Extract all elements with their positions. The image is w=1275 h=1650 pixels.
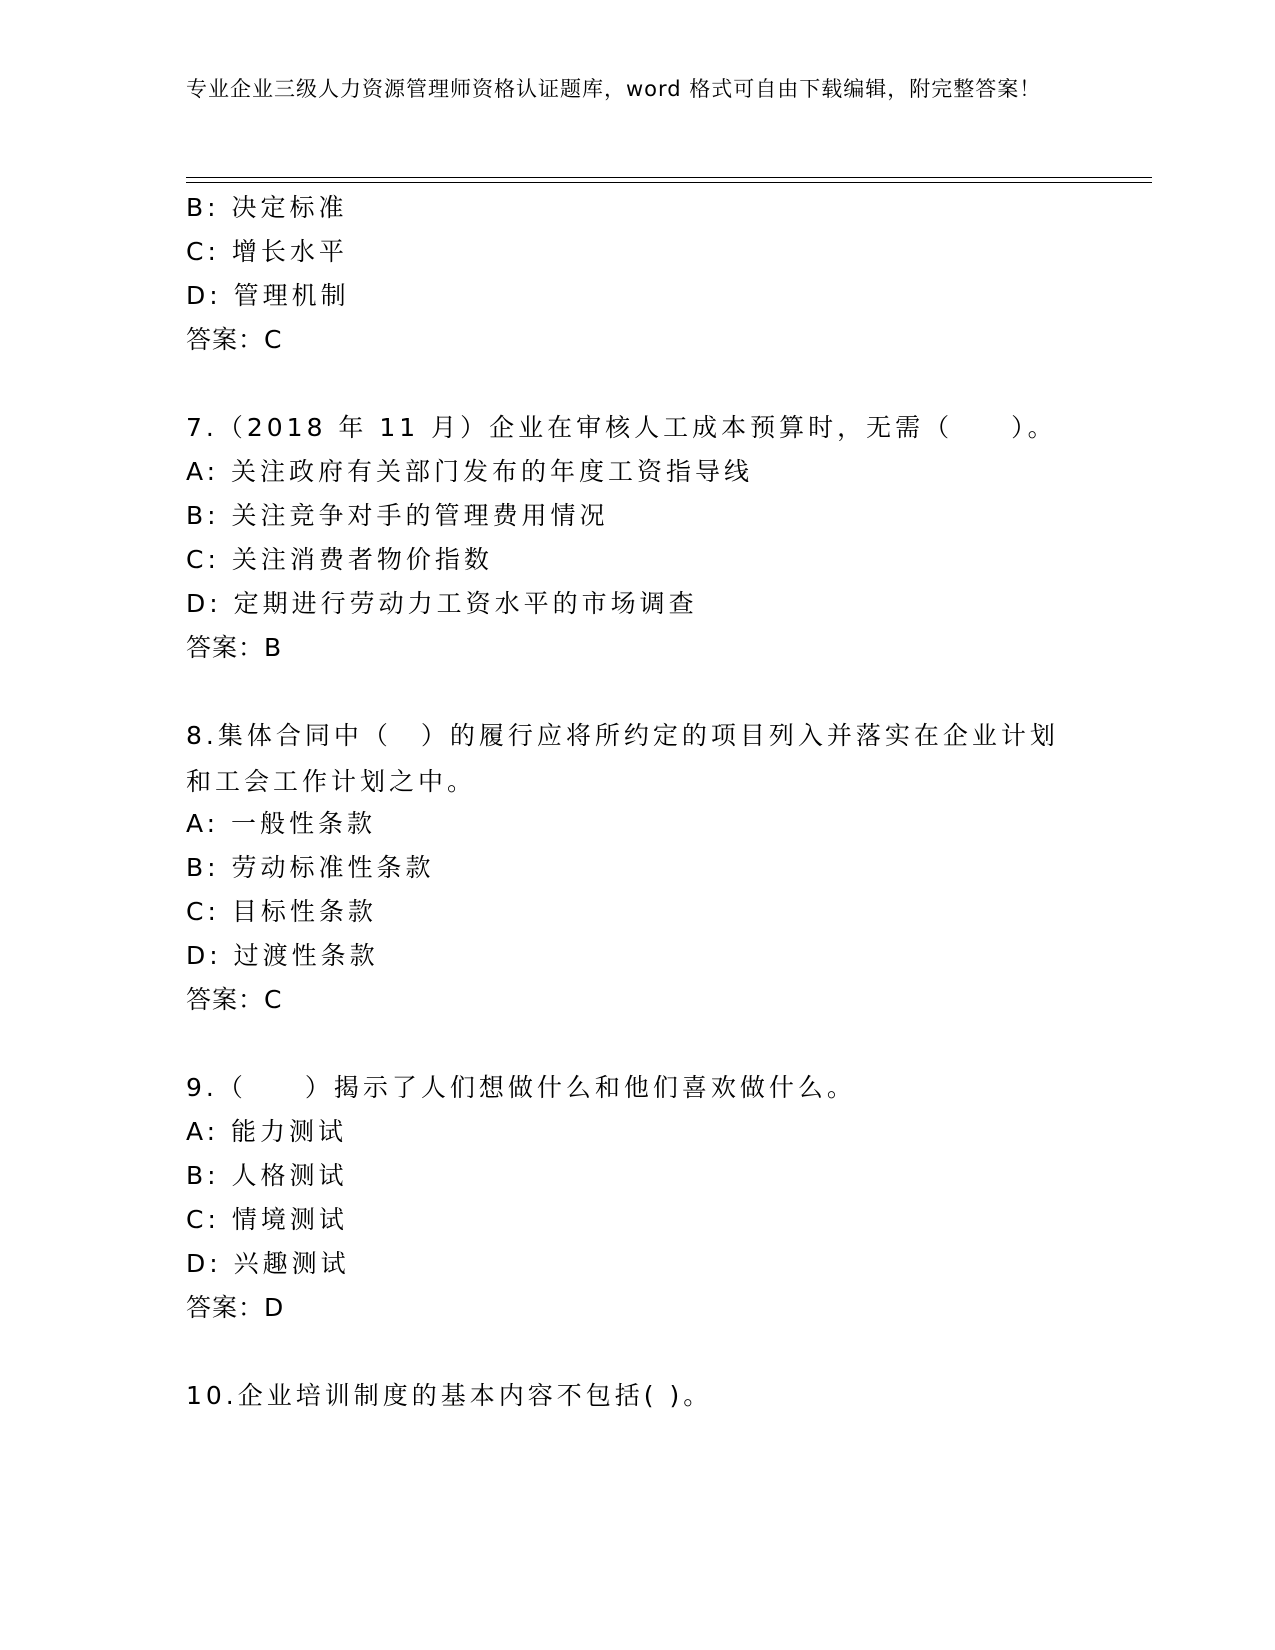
option-d: D: 过渡性条款: [186, 941, 379, 970]
option-c: C: 目标性条款: [186, 897, 377, 926]
answer-line: 答案：C: [186, 325, 283, 354]
option-c: C: 增长水平: [186, 237, 348, 266]
option-a: A: 关注政府有关部门发布的年度工资指导线: [186, 457, 754, 486]
option-a: A: 能力测试: [186, 1117, 348, 1146]
answer-line: 答案：D: [186, 1293, 285, 1322]
header-rule-top: [186, 177, 1152, 178]
option-d: D: 管理机制: [186, 281, 350, 310]
question-stem: 7.（2018 年 11 月）企业在审核人工成本预算时，无需（ ）。: [186, 413, 1057, 442]
option-d: D: 兴趣测试: [186, 1249, 350, 1278]
option-b: B: 人格测试: [186, 1161, 348, 1190]
option-c: C: 关注消费者物价指数: [186, 545, 493, 574]
option-b: B: 劳动标准性条款: [186, 853, 435, 882]
answer-line: 答案：C: [186, 985, 283, 1014]
option-c: C: 情境测试: [186, 1205, 348, 1234]
option-d: D: 定期进行劳动力工资水平的市场调查: [186, 589, 698, 618]
option-a: A: 一般性条款: [186, 809, 377, 838]
question-stem: 8.集体合同中（ ）的履行应将所约定的项目列入并落实在企业计划和工会工作计划之中。: [186, 721, 1059, 796]
question-stem: 10.企业培训制度的基本内容不包括( )。: [186, 1381, 713, 1410]
option-b: B: 决定标准: [186, 193, 348, 222]
header-rule-bottom: [186, 182, 1152, 183]
document-header: 专业企业三级人力资源管理师资格认证题库，word 格式可自由下载编辑，附完整答案！: [186, 77, 1042, 101]
option-b: B: 关注竞争对手的管理费用情况: [186, 501, 609, 530]
question-stem: 9.（ ）揭示了人们想做什么和他们喜欢做什么。: [186, 1073, 856, 1102]
answer-line: 答案：B: [186, 633, 283, 662]
